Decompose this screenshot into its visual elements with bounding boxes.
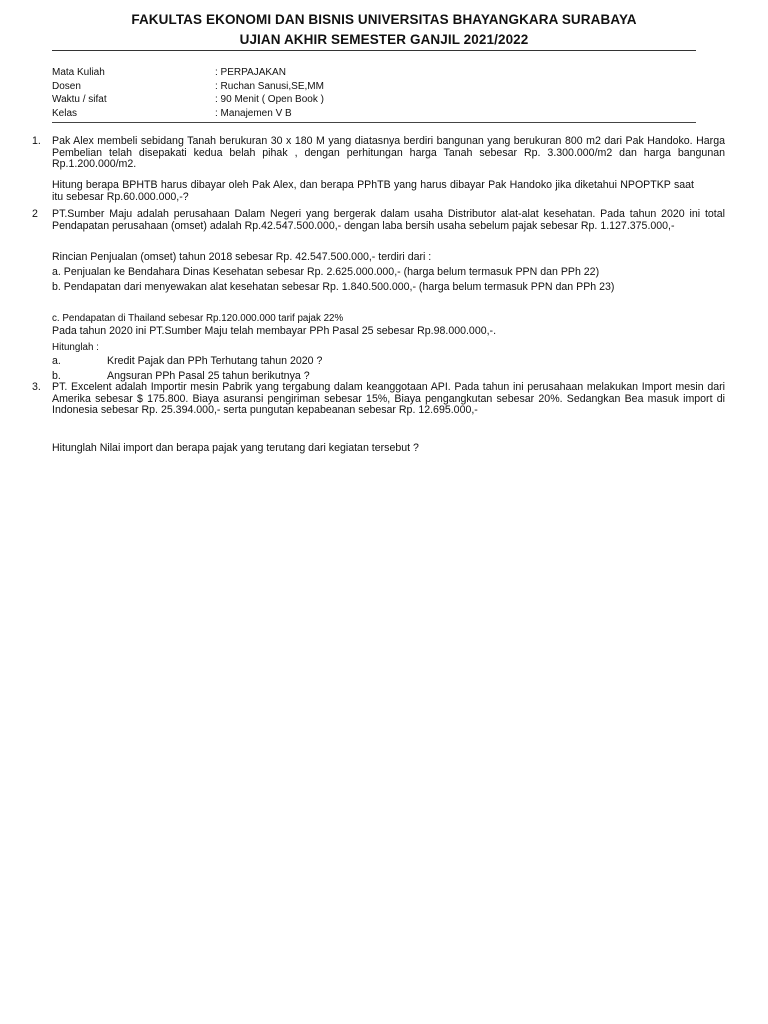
task-text: Angsuran PPh Pasal 25 tahun berikutnya ? — [107, 370, 310, 382]
question-2-text: PT.Sumber Maju adalah perusahaan Dalam Negeri yang bergerak dalam usaha Distributor alat-alat kesehatan. Pada tahun 2020 ini total Pendapatan perusahaan (omset) adalah Rp.42.547.500.000,- dengan laba bersih usaha sebelum pajak sebesar Rp. 1.127.375.000,- — [52, 208, 725, 232]
question-number: 1. — [32, 135, 41, 147]
question-2-item-c: c. Pendapatan di Thailand sebesar Rp.120.000.000 tarif pajak 22% — [52, 313, 344, 324]
info-key: Dosen — [52, 80, 81, 92]
faculty-title: FAKULTAS EKONOMI DAN BISNIS UNIVERSITAS BHAYANGKARA SURABAYA — [131, 12, 637, 27]
info-value: : 90 Menit ( Open Book ) — [215, 94, 324, 106]
info-row-class — [52, 108, 552, 122]
question-2-payment: Pada tahun 2020 ini PT.Sumber Maju telah membayar PPh Pasal 25 sebesar Rp.98.000.000,-. — [52, 325, 497, 337]
question-2-sales-intro: Rincian Penjualan (omset) tahun 2018 sebesar Rp. 42.547.500.000,- terdiri dari : — [52, 251, 432, 263]
info-row-time — [52, 94, 552, 108]
info-row-course — [52, 67, 552, 81]
info-key: Waktu / sifat — [52, 94, 107, 106]
header-divider — [52, 50, 696, 51]
exam-title: UJIAN AKHIR SEMESTER GANJIL 2021/2022 — [239, 32, 529, 47]
task-text: Kredit Pajak dan PPh Terhutang tahun 2020 ? — [107, 355, 323, 367]
question-3-text: PT. Excelent adalah Importir mesin Pabrik yang tergabung dalam keanggotaan API. Pada tahun ini perusahaan melakukan Import mesin dari Amerika sebesar $ 175.800. Biaya asuransi pengiriman sebesar 15%, Biaya pengangkutan sebesar 20%. Sedangkan Bea masuk import di Indonesia sebesar Rp. 25.394.000,- serta pungutan kepabeanan sebesar Rp. 12.695.000,- — [52, 381, 725, 416]
question-2-hitunglah: Hitunglah : — [52, 342, 99, 353]
info-value: : PERPAJAKAN — [215, 67, 286, 78]
info-row-lecturer — [52, 81, 552, 95]
info-value: : Ruchan Sanusi,SE,MM — [215, 80, 324, 92]
question-number: 2 — [32, 208, 38, 220]
info-key: Kelas — [52, 107, 78, 119]
question-2-item-b: b. Pendapatan dari menyewakan alat kesehatan sebesar Rp. 1.840.500.000,- (harga belum termasuk PPN dan PPh 23) — [52, 281, 615, 293]
info-key: Mata Kuliah — [52, 67, 105, 78]
question-1-text: Pak Alex membeli sebidang Tanah berukuran 30 x 180 M yang diatasnya berdiri bangunan yang berukuran 800 m2 dari Pak Handoko. Harga Pembelian telah disepakati kedua belah pihak , dengan perhitungan harga Tanah sebesar Rp. 3.300.000/m2 dan harga bangunan Rp.1.200.000/m2. — [52, 135, 725, 170]
course-info — [52, 67, 552, 121]
info-value: : Manajemen V B — [215, 107, 292, 119]
task-label: a. — [52, 355, 61, 367]
question-2-item-a: a. Penjualan ke Bendahara Dinas Kesehatan sebesar Rp. 2.625.000.000,- (harga belum termasuk PPN dan PPh 22) — [52, 266, 600, 278]
question-1-task: Hitung berapa BPHTB harus dibayar oleh Pak Alex, dan berapa PPhTB yang harus dibayar Pak Handoko jika diketahui NPOPTKP saat itu sebesar Rp.60.000.000,-? — [52, 179, 694, 203]
question-3-task: Hitunglah Nilai import dan berapa pajak yang terutang dari kegiatan tersebut ? — [52, 442, 419, 454]
info-divider — [52, 122, 696, 123]
task-label: b. — [52, 370, 61, 382]
question-number: 3. — [32, 381, 41, 393]
